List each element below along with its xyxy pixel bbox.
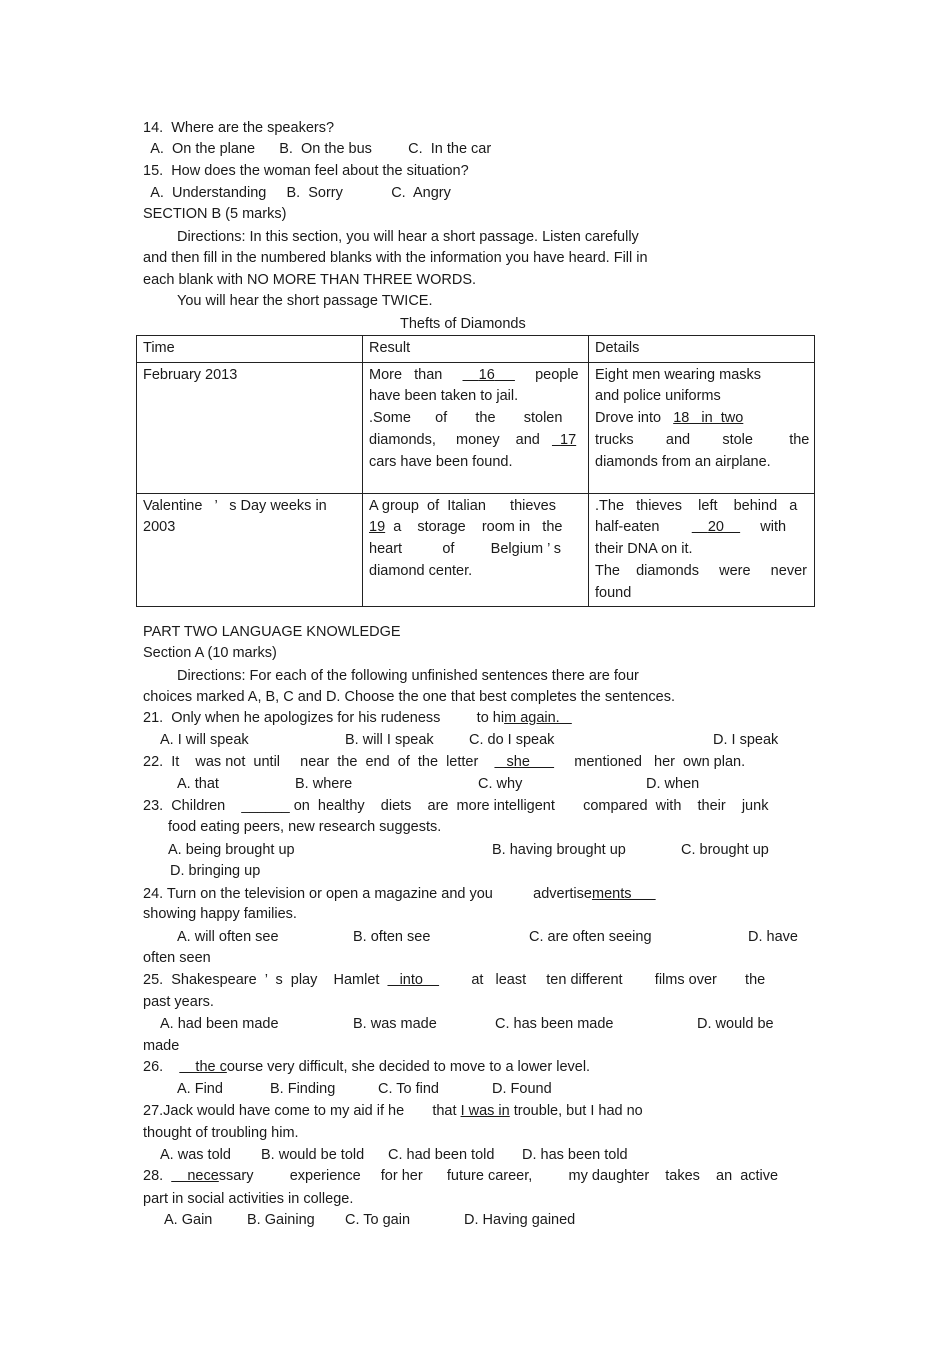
q21-option-a[interactable]: A. I will speak xyxy=(160,732,249,748)
cell-details-1: Eight men wearing masks and police uniforms Drove into 18 in two trucks and stole the diamonds from an airplane. xyxy=(589,362,815,493)
q26-option-c[interactable]: C. To find xyxy=(378,1081,439,1097)
q27-option-a[interactable]: A. was told xyxy=(160,1147,231,1163)
q24-option-b[interactable]: B. often see xyxy=(353,929,431,945)
q21-option-d[interactable]: D. I speak xyxy=(713,732,779,748)
q23-stem: 23. Children ______ on healthy diets are more intelligent compared with their junk xyxy=(143,798,769,814)
q28-option-c[interactable]: C. To gain xyxy=(345,1212,411,1228)
q27-stem-cont: thought of troubling him. xyxy=(143,1125,299,1141)
q15-options: A. Understanding B. Sorry C. Angry xyxy=(143,185,451,201)
q25-option-c[interactable]: C. has been made xyxy=(495,1016,614,1032)
thefts-table xyxy=(136,335,815,607)
q22-option-a[interactable]: A. that xyxy=(177,776,219,792)
q27-stem: 27.Jack would have come to my aid if he that I was in trouble, but I had no xyxy=(143,1103,643,1119)
q23-option-b[interactable]: B. having brought up xyxy=(492,842,626,858)
section-b-directions-2: and then fill in the numbered blanks with the information you have heard. Fill in xyxy=(143,250,648,266)
q26-option-d[interactable]: D. Found xyxy=(492,1081,552,1097)
q26-option-a[interactable]: A. Find xyxy=(177,1081,223,1097)
q25-stem: 25. Shakespeare ’ s play Hamlet into at least ten different films over the xyxy=(143,972,766,988)
q23-option-d[interactable]: D. bringing up xyxy=(170,863,261,879)
q27-option-c[interactable]: C. had been told xyxy=(388,1147,495,1163)
q24-stem: 24. Turn on the television or open a magazine and you advertisements xyxy=(143,886,656,902)
section-b-directions-3: each blank with NO MORE THAN THREE WORDS. xyxy=(143,272,477,288)
q27-option-d[interactable]: D. has been told xyxy=(522,1147,628,1163)
part-two-directions-1: Directions: For each of the following unfinished sentences there are four xyxy=(177,668,639,684)
blank-20: 20 xyxy=(707,519,724,536)
q24-stem-cont: showing happy families. xyxy=(143,906,297,922)
table-title: Thefts of Diamonds xyxy=(400,316,526,332)
section-a-title: Section A (10 marks) xyxy=(143,645,277,661)
table-header-row xyxy=(137,336,815,363)
cell-result-2: A group of Italian thieves 19 a storage room in the heart of Belgium ’ s diamond center. xyxy=(363,493,589,607)
q24-option-d-cont: often seen xyxy=(143,950,211,966)
part-two-title: PART TWO LANGUAGE KNOWLEDGE xyxy=(143,624,401,640)
q28-stem-cont: part in social activities in college. xyxy=(143,1191,354,1207)
table-row xyxy=(137,493,815,607)
cell-details-2: .The thieves left behind a half-eaten 20 with their DNA on it. The diamonds were never found xyxy=(589,493,815,607)
q23-option-c[interactable]: C. brought up xyxy=(681,842,769,858)
q28-option-a[interactable]: A. Gain xyxy=(164,1212,213,1228)
header-details: Details xyxy=(589,336,815,363)
q21-option-b[interactable]: B. will I speak xyxy=(345,732,434,748)
part-two-directions-2: choices marked A, B, C and D. Choose the one that best completes the sentences. xyxy=(143,689,675,705)
q14-options: A. On the plane B. On the bus C. In the car xyxy=(143,141,492,157)
q25-option-b[interactable]: B. was made xyxy=(353,1016,437,1032)
q22-stem: 22. It was not until near the end of the letter she mentioned her own plan. xyxy=(143,754,746,770)
section-b-directions-4: You will hear the short passage TWICE. xyxy=(177,293,433,309)
q25-stem-cont: past years. xyxy=(143,994,214,1010)
q23-stem-cont: food eating peers, new research suggests. xyxy=(168,819,442,835)
q21-stem: 21. Only when he apologizes for his rudeness to him again. xyxy=(143,710,572,726)
blank-18: 18 in two xyxy=(673,410,744,427)
q28-stem: 28. necessary experience for her future career, my daughter takes an active xyxy=(143,1168,779,1184)
table-row xyxy=(137,362,815,493)
cell-time-1: February 2013 xyxy=(137,362,363,493)
q21-option-c[interactable]: C. do I speak xyxy=(469,732,555,748)
section-b-directions-1: Directions: In this section, you will hear a short passage. Listen carefully xyxy=(177,229,639,245)
q25-option-d-cont: made xyxy=(143,1038,180,1054)
q22-option-c[interactable]: C. why xyxy=(478,776,523,792)
q23-option-a[interactable]: A. being brought up xyxy=(168,842,295,858)
q28-option-d[interactable]: D. Having gained xyxy=(464,1212,576,1228)
cell-result-1: More than 16 people have been taken to jail. .Some of the stolen diamonds, money and 17 cars have been found. xyxy=(363,362,589,493)
blank-17: 17 xyxy=(560,431,577,448)
blank-16: 16 xyxy=(478,366,495,383)
q28-option-b[interactable]: B. Gaining xyxy=(247,1212,315,1228)
cell-time-2: Valentine ’ s Day weeks in 2003 xyxy=(137,493,363,607)
q24-option-a[interactable]: A. will often see xyxy=(177,929,279,945)
header-time: Time xyxy=(137,336,363,363)
q25-option-a[interactable]: A. had been made xyxy=(160,1016,279,1032)
q22-option-d[interactable]: D. when xyxy=(646,776,700,792)
q22-option-b[interactable]: B. where xyxy=(295,776,353,792)
q24-option-c[interactable]: C. are often seeing xyxy=(529,929,652,945)
q24-option-d[interactable]: D. have xyxy=(748,929,798,945)
q15-stem: 15. How does the woman feel about the situation? xyxy=(143,163,469,179)
q27-option-b[interactable]: B. would be told xyxy=(261,1147,365,1163)
q14-stem: 14. Where are the speakers? xyxy=(143,120,335,136)
q25-option-d[interactable]: D. would be xyxy=(697,1016,774,1032)
blank-19: 19 xyxy=(369,519,386,536)
section-b-title: SECTION B (5 marks) xyxy=(143,206,287,222)
q26-option-b[interactable]: B. Finding xyxy=(270,1081,336,1097)
header-result: Result xyxy=(363,336,589,363)
q26-stem: 26. the course very difficult, she decided to move to a lower level. xyxy=(143,1059,591,1075)
